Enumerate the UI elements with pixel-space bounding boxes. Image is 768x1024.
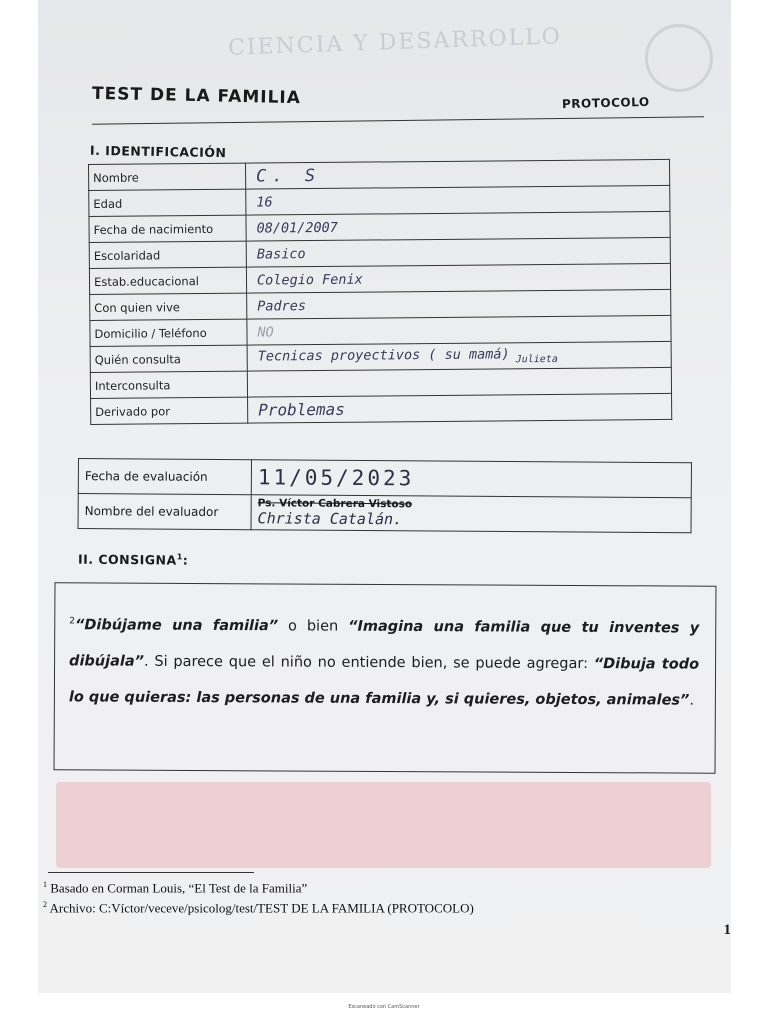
- field-label: Nombre: [89, 163, 246, 190]
- table-row: [91, 393, 672, 424]
- field-value-schooling[interactable]: Basico: [246, 237, 670, 267]
- document-sheet: [38, 0, 731, 993]
- evaluator-field[interactable]: [251, 495, 691, 533]
- field-value-age[interactable]: 16: [246, 185, 670, 215]
- field-value-school[interactable]: Colegio Fenix: [246, 263, 670, 293]
- field-label: Con quien vive: [90, 293, 247, 320]
- handwritten-consultant: Tecnicas proyectivos ( su mamá): [257, 346, 510, 365]
- evaluation-date-label: Fecha de evaluación: [78, 459, 251, 495]
- bleed-through-heading: CIENCIA Y DESARROLLO: [227, 24, 563, 61]
- field-label: Estab.educacional: [89, 267, 246, 294]
- field-label: Escolaridad: [89, 241, 246, 268]
- page-number: 1: [723, 922, 731, 938]
- instruction-quote-1: “Dibújame una familia”: [74, 617, 279, 635]
- printed-evaluator-name: Ps. Víctor Cabrera Vistoso: [257, 497, 413, 511]
- field-value-birthdate[interactable]: 08/01/2007: [246, 211, 670, 241]
- field-value-who-consults[interactable]: [247, 341, 671, 371]
- handwritten-name: C. S: [256, 165, 322, 187]
- footnote-num: 1: [43, 880, 47, 889]
- field-value-address-phone[interactable]: NO: [247, 315, 671, 345]
- field-value-referred-by[interactable]: Problemas: [248, 393, 672, 423]
- table-row: [78, 459, 691, 498]
- instruction-text-1: o bien: [278, 618, 349, 635]
- field-label: Edad: [89, 189, 246, 216]
- field-label: Fecha de nacimiento: [89, 215, 246, 242]
- scanner-watermark: Escaneado con CamScanner: [348, 1004, 420, 1010]
- handwritten-consultant-name: Julieta: [515, 353, 558, 366]
- instruction-text-2: . Si parece que el niño no entiende bien, se puede agregar:: [143, 653, 594, 672]
- evaluation-table: [78, 458, 692, 533]
- footnote-text: Archivo: C:Víctor/veceve/psicolog/test/TEST DE LA FAMILIA (PROTOCOLO): [47, 900, 474, 916]
- instruction-quote-2: “Imagina una familia que tu inventes y dibújala”: [69, 618, 700, 670]
- field-value-name[interactable]: [245, 159, 669, 189]
- footnote-2: [43, 900, 474, 916]
- table-row: [78, 494, 691, 533]
- bleed-through-seal: [645, 24, 713, 92]
- field-label: Domicilio / Teléfono: [90, 319, 247, 346]
- field-value-lives-with[interactable]: Padres: [247, 289, 671, 319]
- consigna-heading-suffix: :: [182, 552, 189, 568]
- section-consigna-heading: [78, 552, 188, 568]
- section-identification-heading: I. IDENTIFICACIÓN: [89, 142, 227, 161]
- bleed-through-pink-block: [56, 782, 711, 868]
- footnote-ref: 2: [69, 616, 76, 627]
- protocol-label: PROTOCOLO: [561, 94, 650, 112]
- handwritten-evaluation-date: 11/05/2023: [257, 465, 415, 491]
- identification-table: [88, 159, 672, 425]
- consigna-box: [54, 582, 717, 773]
- footnote-text: Basado en Corman Louis, “El Test de la Familia”: [47, 880, 308, 896]
- field-value-interconsult[interactable]: [247, 367, 671, 397]
- footnote-rule: [48, 872, 254, 873]
- footnote-num: 2: [43, 900, 47, 909]
- footnote-1: [43, 880, 307, 896]
- title-rule: [92, 116, 704, 124]
- evaluator-label: Nombre del evaluador: [78, 494, 251, 530]
- field-label: Interconsulta: [90, 371, 247, 398]
- field-label: Quién consulta: [90, 345, 247, 372]
- footnote-ref: 1: [176, 552, 183, 562]
- field-label: Derivado por: [91, 397, 248, 424]
- instruction-quote-3: “Dibuja todo lo que quieras: las personas de una familia y, si quieres, objetos, animales”: [68, 655, 700, 709]
- handwritten-evaluator-name: Christa Catalán.: [257, 509, 403, 529]
- consigna-heading-text: II. CONSIGNA: [77, 551, 177, 568]
- instruction-text-3: .: [689, 692, 695, 709]
- document-title: TEST DE LA FAMILIA: [91, 83, 302, 109]
- evaluation-date-field[interactable]: [251, 460, 691, 498]
